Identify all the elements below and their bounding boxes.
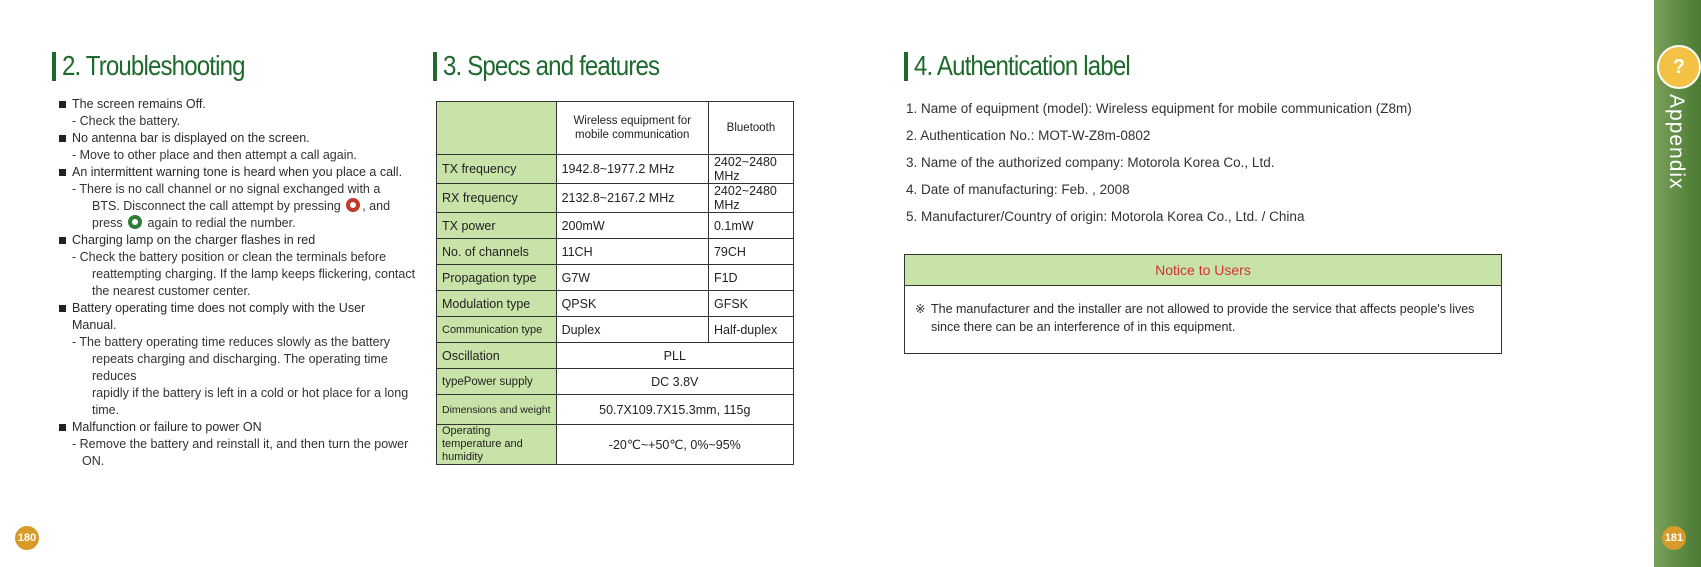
- row-label: RX frequency: [437, 184, 557, 213]
- table-cell: 2132.8~2167.2 MHz: [556, 184, 708, 213]
- list-item: [56, 164, 416, 181]
- troubleshooting-list: [56, 96, 416, 470]
- page-number-right: 181: [1662, 526, 1686, 550]
- table-header-cell: Bluetooth: [708, 102, 793, 155]
- auth-title: 4. Authentication label: [914, 50, 1130, 81]
- row-label: TX power: [437, 213, 557, 239]
- item-text: Malfunction or failure to power ON: [72, 420, 262, 434]
- row-label: Modulation type: [437, 291, 557, 317]
- table-cell: -20℃~+50℃, 0%~95%: [556, 425, 793, 465]
- list-item: [56, 130, 416, 147]
- item-subtext: reattempting charging. If the lamp keeps flickering, contact: [92, 267, 416, 281]
- auth-heading: [904, 50, 1165, 82]
- specs-heading: [433, 50, 694, 82]
- table-row: [437, 291, 794, 317]
- table-cell: 2402~2480 MHz: [708, 184, 793, 213]
- table-cell: 11CH: [556, 239, 708, 265]
- specs-title: 3. Specs and features: [443, 50, 660, 81]
- table-cell: 200mW: [556, 213, 708, 239]
- table-row: [437, 265, 794, 291]
- reference-mark: ※: [915, 302, 926, 316]
- table-row: [437, 184, 794, 213]
- bullet-icon: [59, 101, 66, 108]
- table-cell: 79CH: [708, 239, 793, 265]
- table-cell: 0.1mW: [708, 213, 793, 239]
- item-subtext: BTS. Disconnect the call attempt by pressing , and: [92, 199, 391, 213]
- item-subtext: rapidly if the battery is left in a cold or hot place for a long time.: [92, 386, 409, 417]
- end-key-icon: [346, 198, 360, 212]
- table-cell: Duplex: [556, 317, 708, 343]
- item-subtext: - Check the battery position or clean the terminals before: [72, 250, 387, 264]
- list-item: 5. Manufacturer/Country of origin: Motorola Korea Co., Ltd. / China: [906, 209, 1305, 224]
- table-row: [437, 317, 794, 343]
- troubleshooting-heading: [52, 50, 274, 82]
- item-subtext: - Remove the battery and reinstall it, and then turn the power ON.: [72, 437, 409, 468]
- appendix-badge-icon: ?: [1657, 45, 1701, 89]
- bullet-icon: [59, 169, 66, 176]
- item-subtext: - The battery operating time reduces slowly as the battery: [72, 335, 390, 349]
- item-text: The screen remains Off.: [72, 97, 206, 111]
- list-item: [56, 419, 416, 436]
- item-subtext: - There is no call channel or no signal exchanged with a: [72, 182, 381, 196]
- item-subtext: repeats charging and discharging. The operating time reduces: [92, 352, 388, 383]
- list-item: [56, 300, 416, 334]
- page-number-left: 180: [15, 526, 39, 550]
- item-subtext: - Check the battery.: [72, 114, 181, 128]
- notice-text: The manufacturer and the installer are not allowed to provide the service that affects people's lives: [931, 302, 1475, 316]
- list-item: [56, 96, 416, 113]
- table-cell: Half-duplex: [708, 317, 793, 343]
- row-label: TX frequency: [437, 155, 557, 184]
- table-row: [437, 425, 794, 465]
- table-corner-cell: [437, 102, 557, 155]
- row-label: No. of channels: [437, 239, 557, 265]
- notice-title: Notice to Users: [905, 255, 1501, 286]
- item-text: Charging lamp on the charger flashes in red: [72, 233, 316, 247]
- table-row: [437, 239, 794, 265]
- specs-table: [436, 101, 794, 465]
- table-cell: F1D: [708, 265, 793, 291]
- table-cell: G7W: [556, 265, 708, 291]
- item-text: Manual.: [72, 318, 117, 332]
- table-header-row: [437, 102, 794, 155]
- list-item: 2. Authentication No.: MOT-W-Z8m-0802: [906, 128, 1151, 143]
- row-label: Oscillation: [437, 343, 557, 369]
- auth-list: [906, 95, 1412, 230]
- row-label: Propagation type: [437, 265, 557, 291]
- list-item: 4. Date of manufacturing: Feb. , 2008: [906, 182, 1130, 197]
- table-cell: PLL: [556, 343, 793, 369]
- row-label: Dimensions and weight: [437, 395, 557, 425]
- table-header-cell: Wireless equipment for mobile communication: [556, 102, 708, 155]
- heading-bar: [433, 52, 437, 81]
- item-subtext: press again to redial the number.: [92, 216, 296, 230]
- bullet-icon: [59, 135, 66, 142]
- item-text: An intermittent warning tone is heard when you place a call.: [72, 165, 403, 179]
- table-cell: QPSK: [556, 291, 708, 317]
- bullet-icon: [59, 237, 66, 244]
- list-item: 3. Name of the authorized company: Motorola Korea Co., Ltd.: [906, 155, 1275, 170]
- table-cell: 2402~2480 MHz: [708, 155, 793, 184]
- send-key-icon: [128, 215, 142, 229]
- bullet-icon: [59, 424, 66, 431]
- notice-body: [905, 286, 1501, 336]
- table-cell: 1942.8~1977.2 MHz: [556, 155, 708, 184]
- heading-bar: [52, 52, 56, 81]
- troubleshooting-title: 2. Troubleshooting: [62, 50, 245, 81]
- bullet-icon: [59, 305, 66, 312]
- table-row: [437, 369, 794, 395]
- table-row: [437, 155, 794, 184]
- item-text: No antenna bar is displayed on the screen.: [72, 131, 310, 145]
- item-text: Battery operating time does not comply with the User: [72, 301, 366, 315]
- table-cell: DC 3.8V: [556, 369, 793, 395]
- table-row: [437, 343, 794, 369]
- table-row: [437, 213, 794, 239]
- heading-bar: [904, 52, 908, 81]
- list-item: [56, 232, 416, 249]
- row-label: typePower supply: [437, 369, 557, 395]
- side-tab-label: Appendix: [1665, 94, 1688, 190]
- table-cell: 50.7X109.7X15.3mm, 115g: [556, 395, 793, 425]
- row-label: Operating temperature and humidity: [437, 425, 557, 465]
- list-item: 1. Name of equipment (model): Wireless equipment for mobile communication (Z8m): [906, 101, 1412, 116]
- notice-box: [904, 254, 1502, 354]
- row-label: Communication type: [437, 317, 557, 343]
- table-cell: GFSK: [708, 291, 793, 317]
- item-subtext: the nearest customer center.: [92, 284, 251, 298]
- table-row: [437, 395, 794, 425]
- item-subtext: - Move to other place and then attempt a call again.: [72, 148, 357, 162]
- appendix-side-tab[interactable]: [1654, 0, 1701, 567]
- notice-text: since there can be an interference of in this equipment.: [931, 320, 1236, 334]
